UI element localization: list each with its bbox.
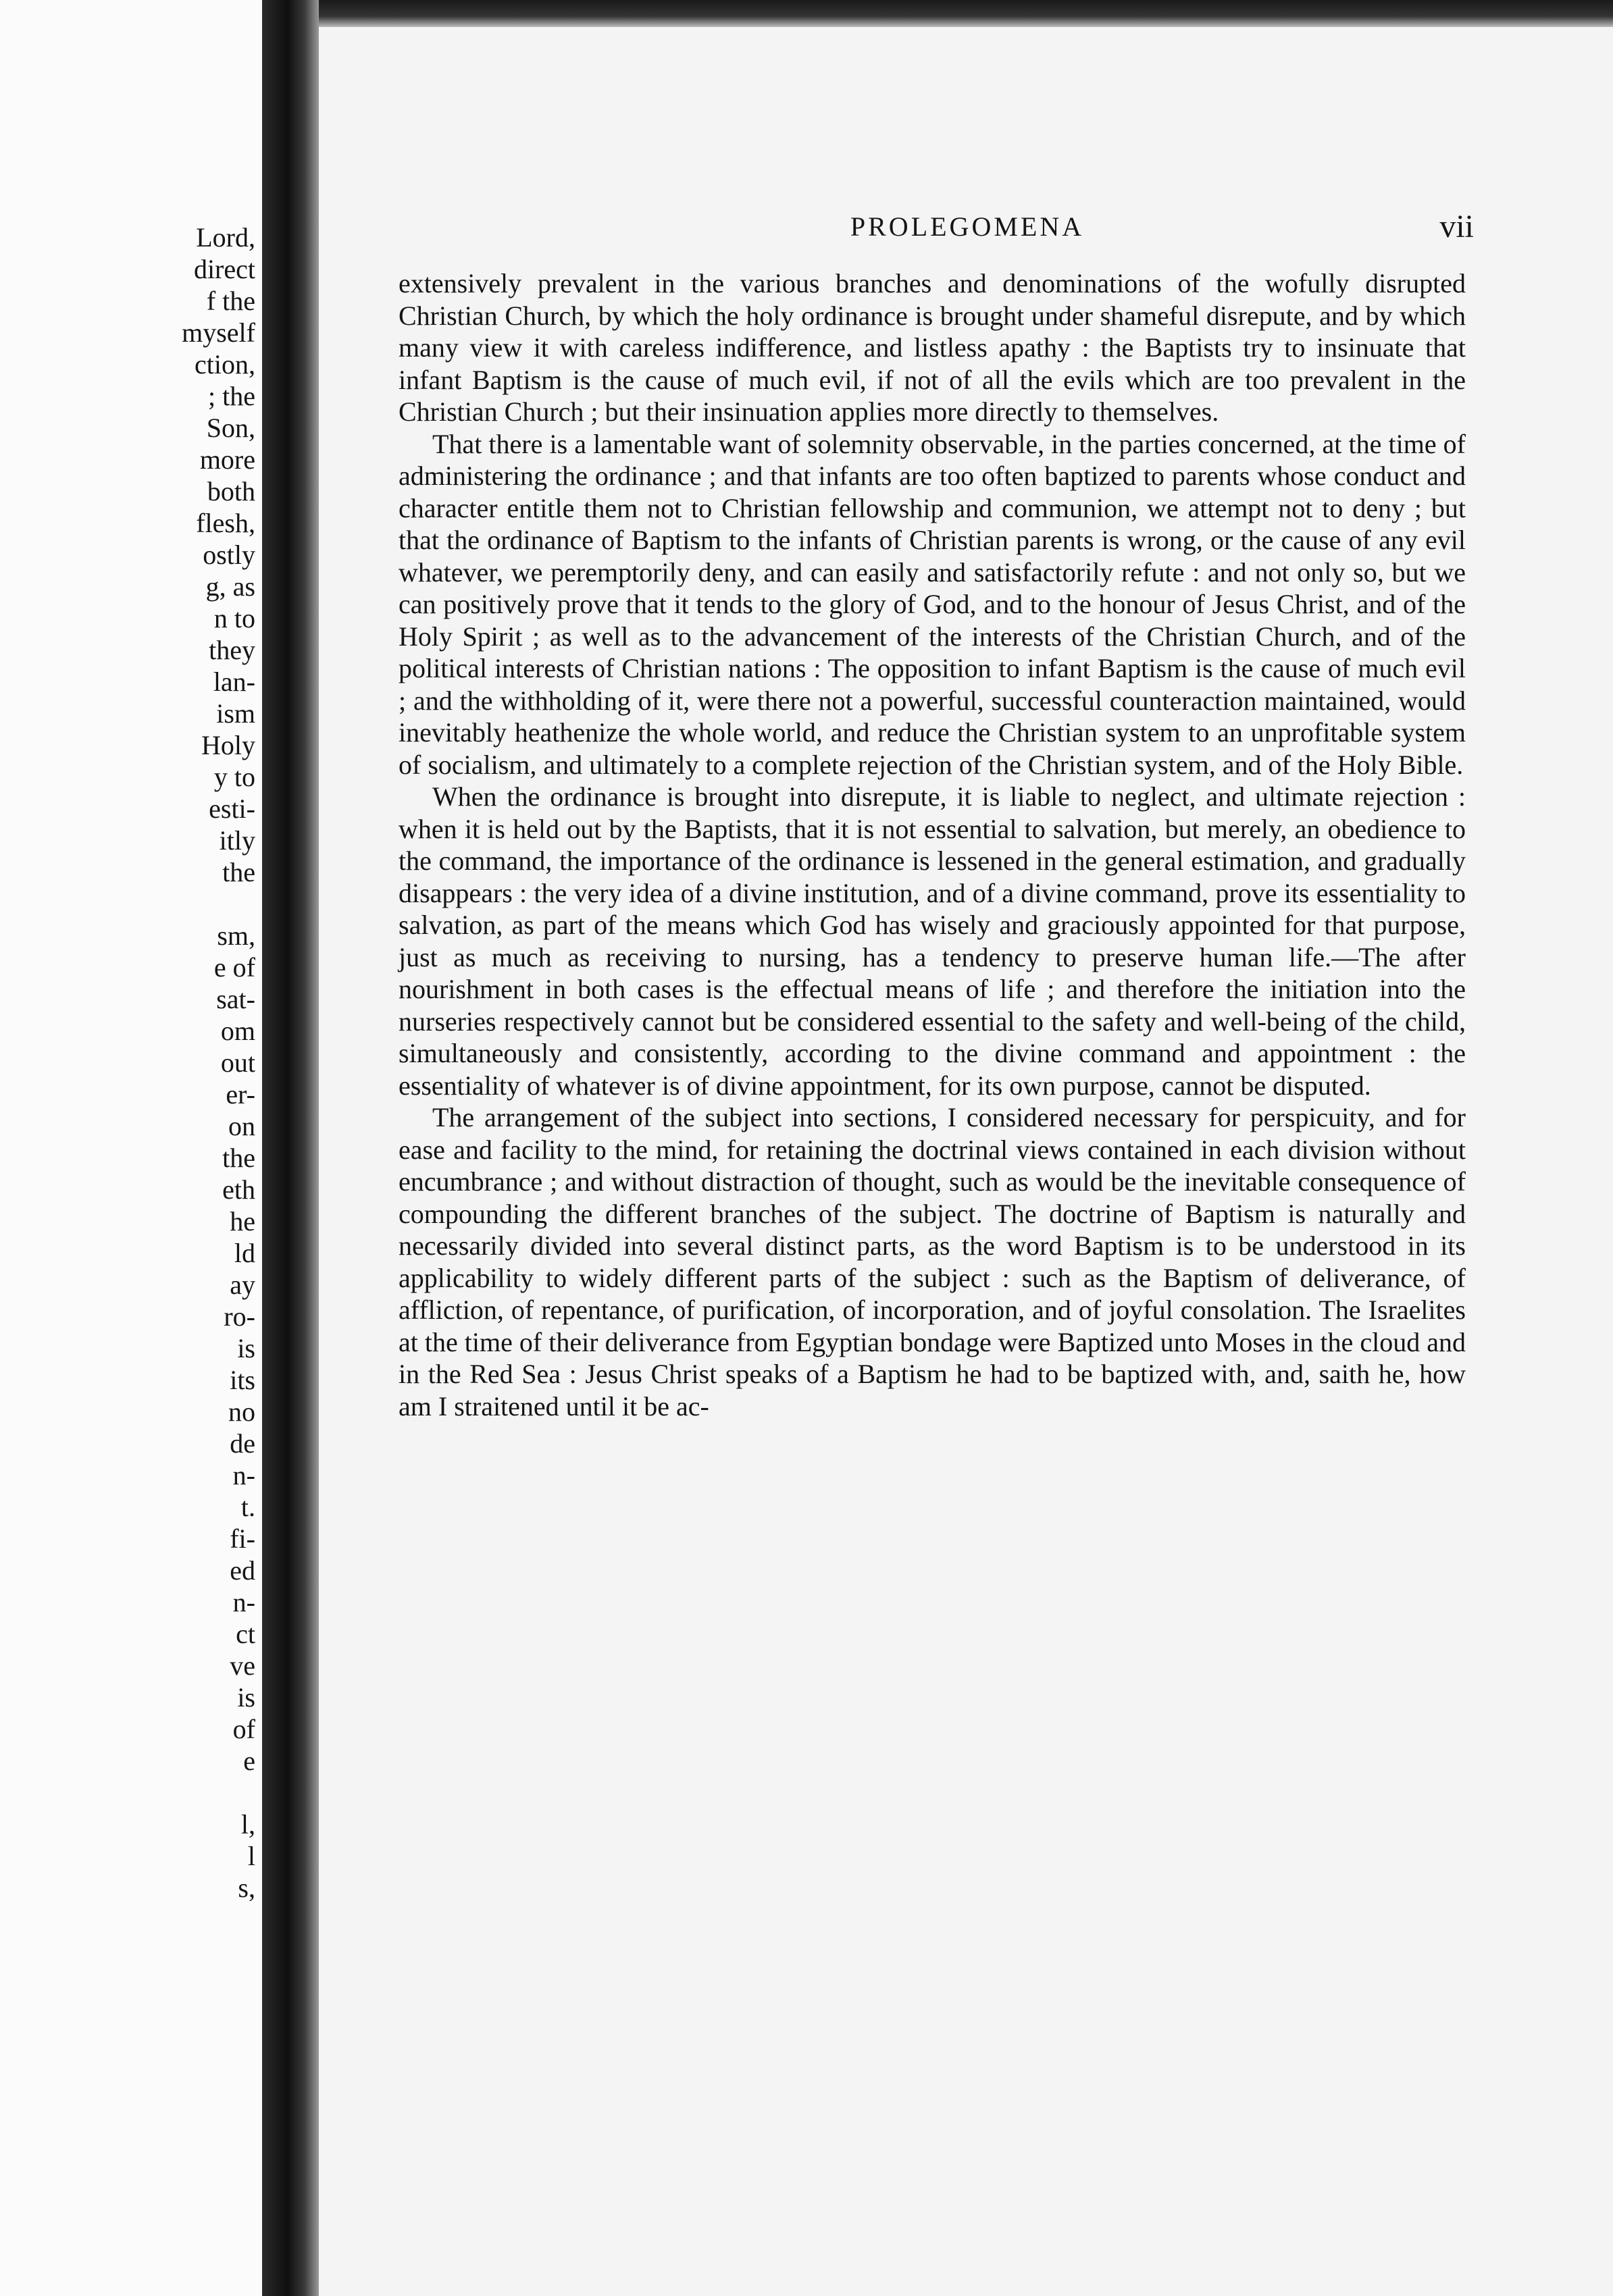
previous-page-line-end: ism (216, 698, 255, 729)
previous-page-line-end: out (220, 1047, 255, 1078)
running-title: PROLEGOMENA (850, 211, 1085, 242)
previous-page-line-end (53, 888, 255, 920)
previous-page-line-end: ed (230, 1555, 255, 1586)
previous-page-line-end: ction, (195, 349, 255, 380)
page-top-edge (319, 0, 1613, 27)
previous-page-line-end: Son, (206, 413, 255, 443)
previous-page-line-end: the (222, 1143, 255, 1173)
previous-page-line-end: direct (193, 254, 255, 284)
previous-page-line-end: flesh, (196, 508, 255, 538)
paragraph: extensively prevalent in the various branches and denominations of the wofully disrupted Christian Church, by which the holy ordinance is brought under shameful disrepute, and by which many view it with careless indifference, and listless apathy : the Baptists try to insinuate that infant Baptism is the cause of much evil, if not of all the evils which are too prevalent in the Christian Church ; but their insinuation applies more directly to themselves. (399, 268, 1466, 427)
previous-page-line-end: n- (232, 1587, 255, 1617)
previous-page-line-end: ostly (203, 540, 255, 570)
previous-page-line-end: y to (213, 762, 255, 792)
paragraph: When the ordinance is brought into disrepute, it is liable to neglect, and ultimate rejection : when it is held out by the Baptists, that it is not essential to salvation, but merely, an obedience to the command, the importance of the ordinance is lessened in the general estimation, and gradually disappears : the very idea of a divine institution, and of a divine command, prove its essentiality to salvation, as part of the means which God has wisely and graciously appointed for that purpose, just as much as receiving to nursing, has a tendency to preserve human life.—The after nourishment in both cases is the effectual means of life ; and therefore the initiation into the nurseries respectively cannot but be considered essential to the safety and well-being of the child, simultaneously and consistently, according to the divine command and appointment : the essentiality of whatever is of divine appointment, for its own purpose, cannot be disputed. (399, 781, 1466, 1101)
previous-page-line-end: is (237, 1682, 255, 1713)
previous-page-line-end: eth (222, 1174, 255, 1205)
previous-page-line-end: ld (234, 1238, 255, 1268)
previous-page-line-end: n- (232, 1460, 255, 1490)
previous-page-line-end: ro- (224, 1301, 255, 1332)
previous-page-line-end: ct (236, 1619, 255, 1649)
previous-page-line-end (53, 1777, 255, 1808)
previous-page-line-end: he (230, 1206, 255, 1236)
body-text (399, 267, 1466, 1422)
previous-page-line-end: sm, (217, 920, 255, 951)
previous-page-line-end: ve (230, 1650, 255, 1681)
paragraph: The arrangement of the subject into sections, I considered necessary for perspicuity, and for ease and facility to the mind, for retaining the doctrinal views contained in each division without encumbrance ; and without distraction of thought, such as would be the inevitable consequence of compounding the different branches of the subject. The doctrine of Baptism is naturally and necessarily divided into several distinct parts, as the word Baptism is to be understood in its applicability to widely different parts of the subject : such as the Baptism of deliverance, of affliction, of repentance, of purification, of incorporation, and of joyful consolation. The Israelites at the time of their deliverance from Egyptian bondage were Baptized unto Moses in the cloud and in the Red Sea : Jesus Christ speaks of a Baptism he had to be baptized with, and, saith he, how am I straitened until it be ac- (399, 1102, 1466, 1421)
previous-page-line-ends (53, 221, 255, 1904)
previous-page-line-end: ay (230, 1270, 255, 1300)
previous-page-line-end: more (199, 444, 255, 475)
previous-page-line-end: l (247, 1841, 255, 1871)
previous-page-line-end: n to (213, 603, 255, 633)
previous-page-line-end: om (220, 1016, 255, 1046)
paragraph: That there is a lamentable want of solemnity observable, in the parties concerned, at the time of administering the ordinance ; and that infants are too often baptized to parents whose conduct and character entitle them not to Christian fellowship and communion, we attempt not to deny ; but that the ordinance of Baptism to the infants of Christian parents is wrong, or the cause of any evil whatever, we peremptorily deny, and can easily and satisfactorily refute : and not only so, but we can positively prove that it tends to the glory of God, and to the honour of Jesus Christ, and of the Holy Spirit ; as well as to the advancement of the interests of the Christian Church, and of the political interests of Christian nations : The opposition to infant Baptism is the cause of much evil ; and the withholding of it, were there not a powerful, successful counteraction maintained, would inevitably heathenize the whole world, and reduce the Christian system to an unprofitable system of socialism, and ultimately to a complete rejection of the Christian system, and of the Holy Bible. (399, 428, 1466, 780)
page-number: vii (1439, 209, 1474, 244)
previous-page-line-end: s, (238, 1873, 255, 1903)
previous-page-line-end: l, (240, 1809, 255, 1840)
previous-page-line-end: g, as (205, 571, 255, 602)
previous-page-line-end: both (207, 476, 255, 506)
previous-page-line-end: the (222, 857, 255, 887)
previous-page-line-end: de (230, 1428, 255, 1459)
previous-page-line-end: lan- (213, 667, 255, 697)
book-gutter (262, 0, 319, 2296)
previous-page-line-end: er- (226, 1079, 255, 1110)
previous-page-line-end: fi- (230, 1523, 255, 1554)
previous-page-line-end: esti- (209, 793, 255, 824)
previous-page-line-end: of (232, 1714, 255, 1744)
previous-page-line-end: is (237, 1333, 255, 1363)
previous-page-line-end: Lord, (196, 222, 255, 253)
previous-page-line-end: e of (213, 952, 255, 983)
previous-page-line-end: Holy (201, 730, 255, 760)
previous-page-line-end: its (230, 1365, 255, 1395)
previous-page-line-end: no (228, 1397, 255, 1427)
book-page (319, 27, 1613, 2296)
previous-page-line-end: on (228, 1111, 255, 1141)
previous-page-fragment (0, 0, 262, 2296)
previous-page-line-end: e (243, 1746, 255, 1776)
previous-page-line-end: myself (182, 317, 255, 348)
previous-page-line-end: they (209, 635, 255, 665)
previous-page-line-end: t. (240, 1492, 255, 1522)
previous-page-line-end: sat- (216, 984, 255, 1014)
previous-page-line-end: ; the (208, 381, 255, 411)
previous-page-line-end: itly (219, 825, 255, 856)
previous-page-line-end: f the (206, 286, 255, 316)
